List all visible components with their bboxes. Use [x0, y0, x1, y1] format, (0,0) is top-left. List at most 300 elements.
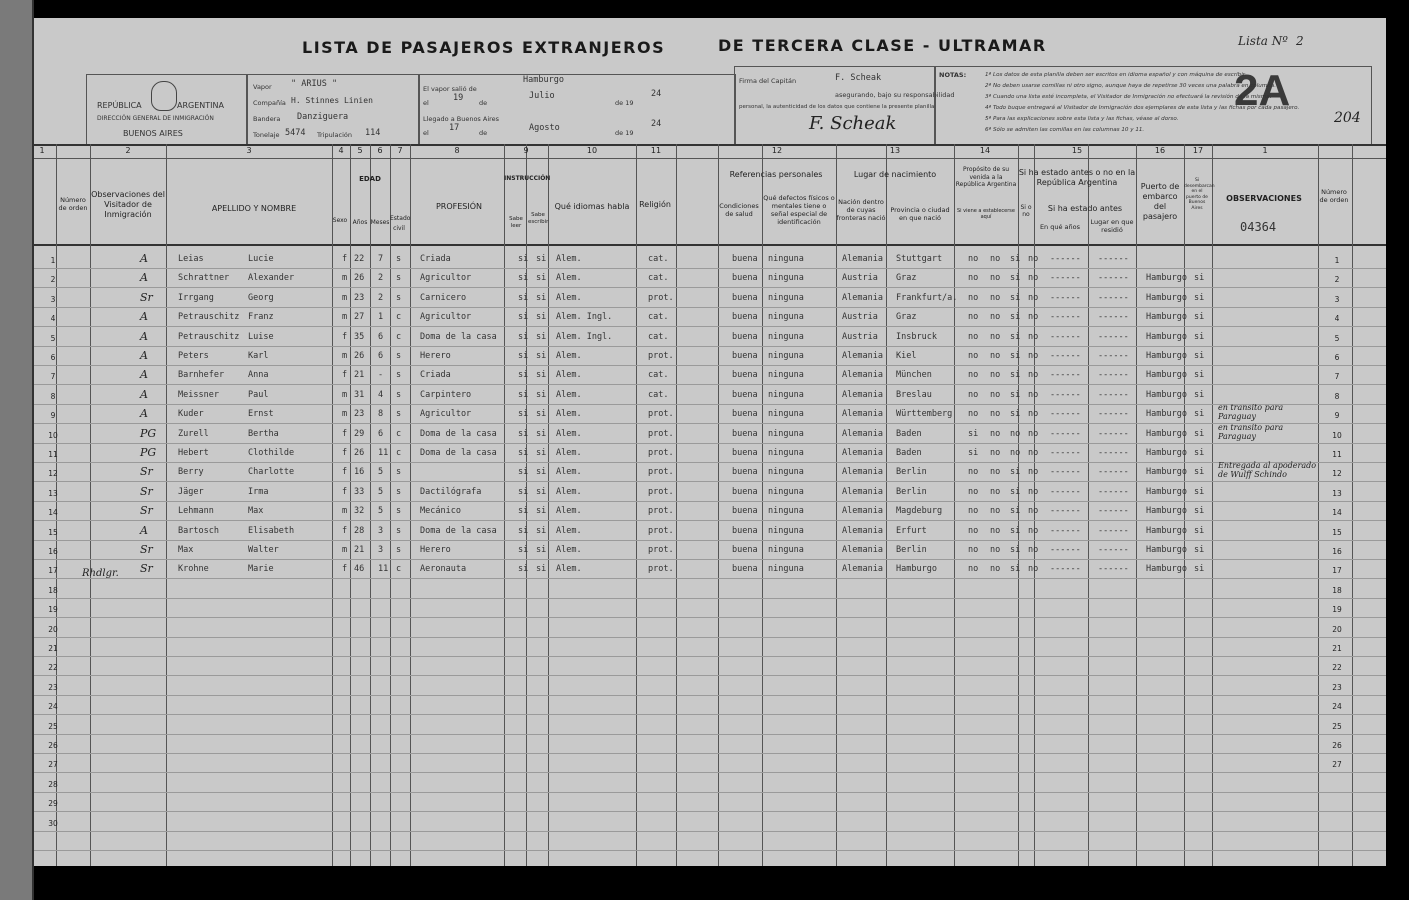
hdr-estado-civil: Estado civil [390, 215, 411, 232]
column-line [390, 144, 391, 866]
column-line [836, 144, 837, 866]
birth-city: Württemberg [896, 409, 953, 420]
visitor-mark: A [140, 271, 148, 285]
hdr-apellido: APELLIDO Y NOMBRE [211, 204, 297, 213]
surname: Kuder [178, 409, 204, 420]
row-number-right: 15 [1332, 527, 1342, 537]
surname: Schrattner [178, 273, 230, 284]
residence-before: ------ [1098, 331, 1129, 342]
hdr-lugar-residio: Lugar en que residió [1090, 218, 1134, 234]
residence-before: ------ [1098, 525, 1129, 536]
row-rule [34, 598, 1386, 599]
embark-port: Hamburgo [1146, 409, 1187, 420]
religion: cat. [648, 273, 669, 284]
column-line [410, 144, 411, 866]
column-number: 15 [1071, 146, 1083, 155]
nation: Alemania [842, 486, 883, 497]
religion: cat. [648, 312, 669, 323]
row-number-right: 6 [1334, 353, 1340, 362]
sex: f [342, 448, 348, 458]
nation: Alemania [842, 564, 883, 575]
civil-status: c [396, 428, 402, 439]
row-number-right: 11 [1332, 450, 1342, 459]
purpose-2: no [990, 389, 1001, 400]
row-number: 29 [48, 799, 58, 809]
age-years: 26 [354, 448, 365, 458]
notas-box [934, 66, 1372, 146]
years-before: ------ [1050, 564, 1081, 575]
purpose-3: si [1010, 525, 1021, 536]
column-line [1184, 144, 1185, 866]
book-spine [0, 0, 34, 900]
purpose-2: no [990, 409, 1001, 420]
religion: prot. [648, 486, 674, 497]
hdr-condiciones: Condiciones de salud [719, 202, 759, 218]
been-before: no [1028, 254, 1039, 264]
embark-port: Hamburgo [1146, 486, 1187, 497]
defects: ninguna [768, 292, 804, 303]
row-rule [34, 695, 1386, 696]
age-years: 23 [354, 292, 365, 303]
sex: f [342, 486, 348, 497]
nation: Alemania [842, 545, 883, 555]
purpose-2: no [990, 370, 1001, 381]
residence-before: ------ [1098, 273, 1129, 284]
row-rule [34, 520, 1386, 521]
age-years: 33 [354, 486, 365, 497]
column-line [1212, 144, 1213, 866]
tripulacion-value: 114 [365, 128, 381, 138]
can-read: si [518, 428, 529, 439]
nation: Alemania [842, 254, 883, 264]
emblem-country-right: ARGENTINA [177, 101, 224, 110]
residence-before: ------ [1098, 467, 1129, 478]
purpose-3: no [1010, 428, 1021, 439]
age-months: 5 [378, 467, 384, 478]
row-number: 21 [48, 644, 58, 653]
hdr-referencias: Referencias personales [729, 170, 823, 179]
given-name: Charlotte [248, 467, 295, 478]
row-number-right: 23 [1332, 682, 1342, 692]
visitor-mark: Sr [140, 562, 153, 576]
purpose-2: no [990, 486, 1001, 497]
years-before: ------ [1050, 448, 1081, 458]
column-number: 17 [1192, 146, 1204, 155]
residence-before: ------ [1098, 409, 1129, 420]
age-months: 3 [378, 525, 384, 536]
been-before: no [1028, 545, 1039, 555]
can-write: si [536, 486, 547, 497]
purpose-1: no [968, 331, 979, 342]
can-read: si [518, 351, 529, 361]
can-read: si [518, 564, 529, 575]
title-left: LISTA DE PASAJEROS EXTRANJEROS [302, 38, 666, 57]
embark-port: Hamburgo [1146, 428, 1187, 439]
row-rule [34, 326, 1386, 327]
religion: prot. [648, 351, 674, 361]
compania-value: H. Stinnes Linien [291, 96, 373, 105]
row-number: 20 [48, 624, 58, 634]
col16-value: si [1194, 370, 1205, 381]
row-rule [34, 559, 1386, 560]
ship-box [246, 74, 420, 146]
hdr-idiomas: Qué idiomas habla [554, 202, 630, 211]
notas-label: NOTAS: [939, 71, 967, 79]
nation: Alemania [842, 467, 883, 478]
health: buena [732, 545, 758, 555]
sex: m [342, 351, 348, 361]
residence-before: ------ [1098, 312, 1129, 323]
column-number: 12 [771, 146, 783, 155]
ledger-page [34, 18, 1386, 866]
birth-city: Berlin [896, 486, 927, 497]
col16-value: si [1194, 448, 1205, 458]
sex: m [342, 545, 348, 555]
row-number: 23 [48, 682, 58, 692]
purpose-1: no [968, 292, 979, 303]
religion: prot. [648, 506, 674, 517]
visitor-mark: Sr [140, 465, 153, 479]
row-number-right: 26 [1332, 741, 1342, 750]
languages: Alem. [556, 506, 582, 517]
civil-status: s [396, 292, 402, 303]
years-before: ------ [1050, 545, 1081, 555]
profession: Agricultor [420, 273, 472, 284]
health: buena [732, 467, 758, 478]
hdr-edad: EDAD [359, 175, 381, 183]
religion: prot. [648, 525, 674, 536]
sex: m [342, 312, 348, 323]
hdr-anos: Años [352, 219, 368, 226]
religion: prot. [648, 564, 674, 575]
col16-value: si [1194, 428, 1205, 439]
nota-5: 5ª Para las explicaciones sobre esta lista y las fichas, véase al dorso. [985, 116, 1179, 122]
health: buena [732, 486, 758, 497]
column-line [1088, 144, 1089, 866]
sex: f [342, 564, 348, 575]
hdr-observaciones: OBSERVACIONES [1226, 194, 1302, 203]
surname: Meissner [178, 389, 219, 400]
row-number-right: 8 [1334, 391, 1340, 401]
age-months: 5 [378, 486, 384, 497]
can-write: si [536, 525, 547, 536]
defects: ninguna [768, 273, 804, 284]
column-number: 10 [586, 146, 598, 155]
can-write: si [536, 564, 547, 575]
purpose-2: no [990, 273, 1001, 284]
profession: Doma de la casa [420, 448, 497, 458]
age-years: 26 [354, 351, 365, 361]
stamp-number: 04364 [1240, 220, 1277, 234]
llegado-month: Agosto [529, 123, 560, 133]
surname: Peters [178, 351, 209, 361]
hdr-nacion: Nación dentro de cuyas fronteras nació [836, 198, 886, 222]
religion: cat. [648, 254, 669, 264]
civil-status: s [396, 409, 402, 420]
purpose-3: si [1010, 273, 1021, 284]
residence-before: ------ [1098, 448, 1129, 458]
profession: Carpintero [420, 389, 472, 400]
vapor-value: " ARIUS " [291, 79, 338, 89]
row-number: 30 [48, 818, 58, 828]
row-rule [34, 501, 1386, 502]
nation: Alemania [842, 389, 883, 400]
can-write: si [536, 389, 547, 400]
row-rule [34, 714, 1386, 715]
visitor-mark: Sr [140, 504, 153, 518]
can-write: si [536, 254, 547, 264]
column-line [762, 144, 763, 866]
defects: ninguna [768, 448, 804, 458]
hdr-sexo: Sexo [332, 217, 348, 224]
sex: f [342, 428, 348, 439]
coat-of-arms-icon [151, 81, 177, 111]
birth-city: Baden [896, 428, 922, 439]
purpose-3: si [1010, 312, 1021, 323]
residence-before: ------ [1098, 428, 1129, 439]
embark-port: Hamburgo [1146, 506, 1187, 517]
surname: Max [178, 545, 194, 555]
residence-before: ------ [1098, 486, 1129, 497]
hdr-defectos: Qué defectos físicos o mentales tiene o señal especial de identificación [763, 194, 835, 226]
years-before: ------ [1050, 273, 1081, 284]
hdr-lugar-nacimiento: Lugar de nacimiento [853, 170, 937, 179]
row-number: 16 [48, 547, 58, 556]
can-write: si [536, 370, 547, 381]
tonelaje-label: Tonelaje [253, 131, 280, 139]
purpose-3: si [1010, 545, 1021, 555]
age-years: 26 [354, 273, 365, 284]
column-number: 2 [125, 146, 131, 155]
surname: Petrauschitz [178, 331, 240, 342]
birth-city: Graz [896, 273, 917, 284]
row-rule [34, 734, 1386, 735]
profession: Herero [420, 351, 451, 361]
age-years: 32 [354, 506, 365, 517]
observation: en transito para Paraguay [1218, 403, 1284, 422]
birth-city: München [896, 370, 932, 381]
civil-status: s [396, 389, 402, 400]
given-name: Paul [248, 389, 269, 400]
birth-city: Berlin [896, 467, 927, 478]
purpose-3: si [1010, 486, 1021, 497]
row-number-right: 7 [1334, 372, 1340, 382]
languages: Alem. [556, 486, 582, 497]
visitor-mark: A [140, 368, 148, 382]
nota-4: 4ª Todo buque entregará al Visitador de Inmigración dos ejemplares de esta lista y las fichas por cada pasajero. [985, 105, 1300, 111]
can-write: si [536, 409, 547, 420]
religion: cat. [648, 331, 669, 342]
salido-port: Hamburgo [523, 75, 564, 85]
visitor-mark: Sr [140, 484, 153, 498]
nation: Austria [842, 331, 878, 342]
row-rule [34, 268, 1386, 269]
row-number: 17 [48, 566, 58, 576]
can-write: si [536, 312, 547, 323]
defects: ninguna [768, 312, 804, 323]
row-rule [34, 675, 1386, 676]
civil-status: c [396, 331, 402, 342]
col16-value: si [1194, 351, 1205, 361]
can-write: si [536, 545, 547, 555]
salido-day: 19 [453, 93, 464, 103]
can-write: si [536, 506, 547, 517]
row-number-right: 9 [1334, 411, 1340, 421]
column-number: 3 [246, 146, 252, 155]
col16-value: si [1194, 409, 1205, 420]
residence-before: ------ [1098, 292, 1129, 303]
embark-port: Hamburgo [1146, 467, 1187, 478]
defects: ninguna [768, 525, 804, 536]
llegado-day-label: el [423, 129, 429, 137]
row-number: 3 [50, 294, 56, 304]
purpose-3: si [1010, 409, 1021, 420]
col16-value: si [1194, 525, 1205, 536]
profession: Criada [420, 370, 451, 381]
purpose-3: si [1010, 254, 1021, 264]
salido-label: El vapor salió de [423, 85, 477, 93]
purpose-1: no [968, 506, 979, 517]
hdr-puerto: Puerto de embarco del pasajero [1140, 182, 1180, 221]
purpose-2: no [990, 428, 1001, 439]
col16-value: si [1194, 273, 1205, 284]
llegado-year: 24 [651, 119, 662, 129]
religion: prot. [648, 448, 674, 458]
nota-2: 2ª No deben usarse comillas ni otro signo, aunque haya de repetirse 30 veces una palabra en columna. [985, 83, 1276, 89]
age-years: 35 [354, 331, 365, 342]
religion: prot. [648, 428, 674, 439]
been-before: no [1028, 564, 1039, 575]
row-rule [34, 617, 1386, 618]
religion: cat. [648, 370, 669, 381]
languages: Alem. [556, 351, 582, 361]
tripulacion-label: Tripulación [317, 131, 353, 139]
purpose-1: no [968, 545, 979, 555]
row-number: 2 [50, 275, 56, 285]
age-years: 21 [354, 370, 365, 381]
surname: Berry [178, 467, 204, 478]
hdr-meses: Meses [370, 219, 390, 226]
health: buena [732, 506, 758, 517]
salido-year: 24 [651, 89, 662, 99]
voyage-box [418, 74, 736, 146]
surname: Barnhefer [178, 370, 225, 381]
row-number-right: 14 [1332, 508, 1342, 518]
title-right: DE TERCERA CLASE - ULTRAMAR [718, 36, 1047, 55]
age-months: 8 [378, 409, 384, 420]
row-number-right: 19 [1332, 605, 1342, 615]
can-write: si [536, 467, 547, 478]
profession: Criada [420, 254, 451, 264]
column-number: 5 [357, 146, 363, 155]
hdr-col16: Si desembarcan en el puerto de Buenos Aires [1184, 178, 1215, 211]
hdr-proposito: Propósito de su venida a la República Argentina [955, 166, 1017, 188]
row-rule [34, 423, 1386, 424]
birth-city: Hamburgo [896, 564, 937, 575]
age-months: 11 [378, 448, 389, 458]
purpose-2: no [990, 564, 1001, 575]
defects: ninguna [768, 351, 804, 361]
nation: Alemania [842, 448, 883, 458]
age-years: 46 [354, 564, 365, 575]
birth-city: Stuttgart [896, 254, 943, 264]
health: buena [732, 409, 758, 420]
column-number: 13 [889, 146, 901, 155]
row-rule [34, 365, 1386, 366]
emblem-office: DIRECCIÓN GENERAL DE INMIGRACIÓN [97, 115, 214, 122]
page-number: 204 [1334, 110, 1361, 126]
defects: ninguna [768, 545, 804, 555]
column-line [1318, 144, 1319, 866]
defects: ninguna [768, 389, 804, 400]
row-number: 27 [48, 760, 58, 770]
purpose-1: no [968, 273, 979, 284]
been-before: no [1028, 409, 1039, 420]
surname: Hebert [178, 448, 209, 458]
row-number: 10 [48, 430, 58, 440]
column-line [166, 144, 167, 866]
profession: Mecánico [420, 506, 461, 517]
age-years: 28 [354, 525, 365, 536]
religion: cat. [648, 389, 669, 400]
column-line [1018, 144, 1019, 866]
row-number-right: 13 [1332, 488, 1342, 498]
been-before: no [1028, 448, 1039, 458]
purpose-2: no [990, 312, 1001, 323]
residence-before: ------ [1098, 254, 1129, 264]
been-before: no [1028, 292, 1039, 303]
column-line [718, 144, 719, 866]
purpose-2: no [990, 351, 1001, 361]
religion: prot. [648, 409, 674, 420]
languages: Alem. Ingl. [556, 312, 613, 323]
col16-value: si [1194, 312, 1205, 323]
civil-status: s [396, 545, 402, 555]
been-before: no [1028, 389, 1039, 400]
birth-city: Frankfurt/a. [896, 292, 958, 303]
purpose-3: si [1010, 467, 1021, 478]
profession: Doma de la casa [420, 525, 497, 536]
given-name: Franz [248, 312, 274, 323]
been-before: no [1028, 467, 1039, 478]
civil-status: s [396, 486, 402, 497]
row-number: 12 [48, 469, 58, 479]
years-before: ------ [1050, 331, 1081, 342]
embark-port: Hamburgo [1146, 351, 1187, 361]
row-number-right: 25 [1332, 721, 1342, 731]
age-months: 7 [378, 254, 384, 264]
row-number-right: 16 [1332, 547, 1342, 556]
purpose-1: no [968, 525, 979, 536]
embark-port: Hamburgo [1146, 564, 1187, 575]
been-before: no [1028, 506, 1039, 517]
defects: ninguna [768, 467, 804, 478]
civil-status: s [396, 254, 402, 264]
row-rule [34, 404, 1386, 405]
age-months: 1 [378, 312, 384, 323]
observation: Entregada al apoderado de Wulff Schindo [1218, 461, 1317, 480]
civil-status: c [396, 564, 402, 575]
residence-before: ------ [1098, 351, 1129, 361]
sex: f [342, 254, 348, 264]
purpose-2: no [990, 525, 1001, 536]
purpose-3: si [1010, 506, 1021, 517]
can-read: si [518, 312, 529, 323]
row-number-right: 4 [1334, 314, 1340, 324]
purpose-3: si [1010, 351, 1021, 361]
hdr-sabe-leer: Sabe leer [509, 216, 523, 229]
been-before: no [1028, 370, 1039, 381]
